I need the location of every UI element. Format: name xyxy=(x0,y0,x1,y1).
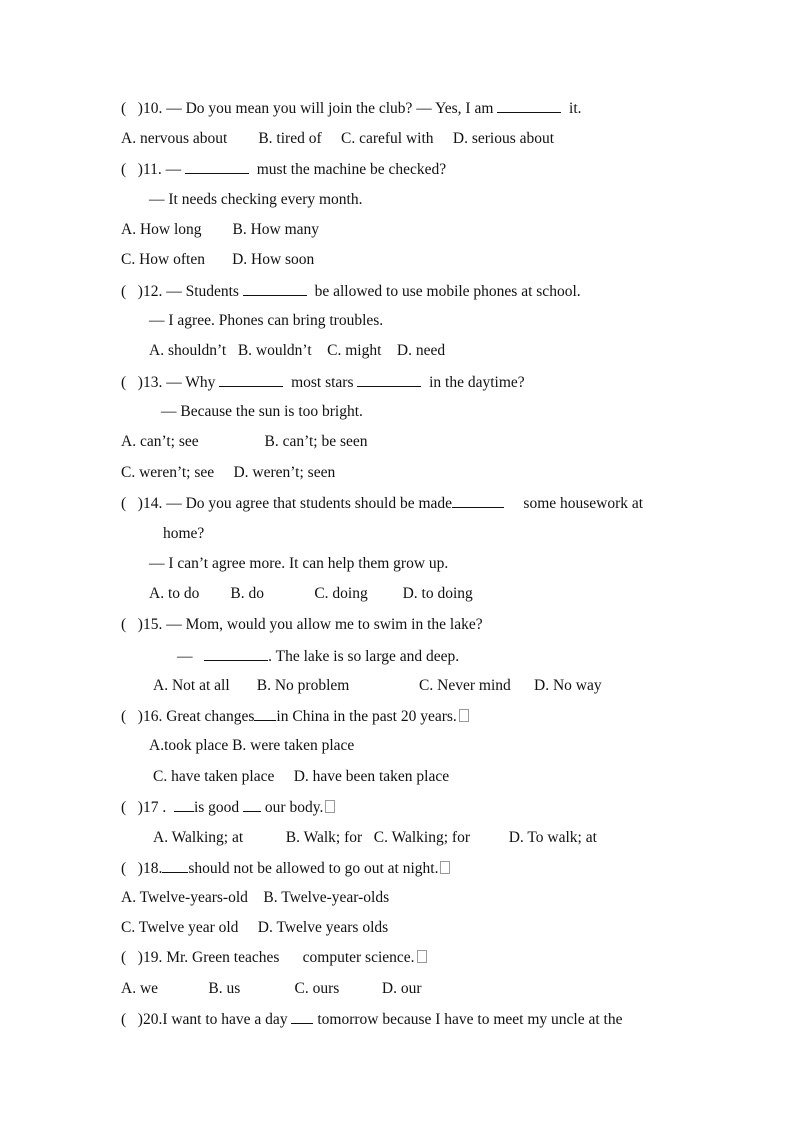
question-14-continuation: home? xyxy=(163,525,205,542)
question-18 xyxy=(121,858,450,879)
missing-glyph-icon xyxy=(417,950,427,963)
question-11-options-cd: C. How often D. How soon xyxy=(121,251,315,268)
question-11-stem: ( )11. — xyxy=(121,161,185,178)
question-19-options: A. we B. us C. ours D. our xyxy=(121,980,422,997)
answer-blank xyxy=(174,797,194,812)
question-13-end: in the daytime? xyxy=(421,374,525,391)
question-19 xyxy=(121,948,427,968)
question-16-options-ab: A.took place B. were taken place xyxy=(149,737,355,754)
question-12-stem: ( )12. — Students xyxy=(121,283,243,300)
answer-blank xyxy=(204,646,268,661)
question-18-options-ab: A. Twelve-years-old B. Twelve-year-olds xyxy=(121,889,390,906)
question-17-options: A. Walking; at B. Walk; for C. Walking; for D. To walk; at xyxy=(153,829,597,846)
question-14-options: A. to do B. do C. doing D. to doing xyxy=(149,585,473,602)
question-13-middle: most stars xyxy=(283,374,358,391)
question-10 xyxy=(121,98,582,119)
missing-glyph-icon xyxy=(459,709,469,722)
question-11-options-ab: A. How long B. How many xyxy=(121,221,320,238)
question-15-answer-end: . The lake is so large and deep. xyxy=(268,648,460,665)
answer-blank xyxy=(357,372,421,387)
question-14-answer: — I can’t agree more. It can help them grow up. xyxy=(149,555,449,572)
question-13-options-ab: A. can’t; see B. can’t; be seen xyxy=(121,433,368,450)
question-14-end: some housework at xyxy=(504,495,644,512)
question-16 xyxy=(121,706,469,727)
question-10-end: it. xyxy=(561,100,582,117)
question-10-stem: ( )10. — Do you mean you will join the club? — Yes, I am xyxy=(121,100,498,117)
answer-blank xyxy=(162,858,188,873)
question-14-stem: ( )14. — Do you agree that students should be made xyxy=(121,495,453,512)
question-12-answer: — I agree. Phones can bring troubles. xyxy=(149,312,384,329)
question-15-answer-dash: — xyxy=(177,648,205,665)
question-16-end: in China in the past 20 years. xyxy=(276,708,457,725)
missing-glyph-icon xyxy=(440,861,450,874)
answer-blank xyxy=(243,797,261,812)
question-12-options: A. shouldn’t B. wouldn’t C. might D. need xyxy=(149,342,446,359)
answer-blank xyxy=(243,281,307,296)
question-20-end: tomorrow because I have to meet my uncle at the xyxy=(313,1011,623,1028)
question-11-answer: — It needs checking every month. xyxy=(149,191,363,208)
question-13-stem: ( )13. — Why xyxy=(121,374,220,391)
question-19-stem: ( )19. Mr. Green teaches computer science. xyxy=(121,949,415,966)
question-16-options-cd: C. have taken place D. have been taken place xyxy=(153,768,450,785)
answer-blank xyxy=(254,706,276,721)
question-18-options-cd: C. Twelve year old D. Twelve years olds xyxy=(121,919,389,936)
question-13-answer: — Because the sun is too bright. xyxy=(161,403,363,420)
question-20-stem: ( )20.I want to have a day xyxy=(121,1011,292,1028)
question-20 xyxy=(121,1009,622,1030)
answer-blank xyxy=(452,493,504,508)
question-18-end: should not be allowed to go out at night. xyxy=(188,860,439,877)
question-12-end: be allowed to use mobile phones at school. xyxy=(306,283,581,300)
missing-glyph-icon xyxy=(325,800,335,813)
answer-blank xyxy=(497,98,561,113)
question-15-options: A. Not at all B. No problem C. Never mind D. No way xyxy=(153,677,602,694)
question-15-answer xyxy=(177,646,459,667)
question-16-stem: ( )16. Great changes xyxy=(121,708,255,725)
question-15: ( )15. — Mom, would you allow me to swim in the lake? xyxy=(121,616,483,633)
question-17-middle: is good xyxy=(193,799,244,816)
answer-blank xyxy=(219,372,283,387)
question-14 xyxy=(121,493,643,514)
answer-blank xyxy=(185,159,249,174)
question-17-stem: ( )17 . xyxy=(121,799,174,816)
question-11-end: must the machine be checked? xyxy=(249,161,447,178)
answer-blank xyxy=(291,1009,313,1024)
question-10-options: A. nervous about B. tired of C. careful with D. serious about xyxy=(121,130,555,147)
question-12 xyxy=(121,281,581,302)
question-17-end: our body. xyxy=(261,799,324,816)
question-11 xyxy=(121,159,446,180)
question-13 xyxy=(121,372,525,393)
question-18-stem: ( )18. xyxy=(121,860,163,877)
question-13-options-cd: C. weren’t; see D. weren’t; seen xyxy=(121,464,336,481)
question-17 xyxy=(121,797,335,818)
